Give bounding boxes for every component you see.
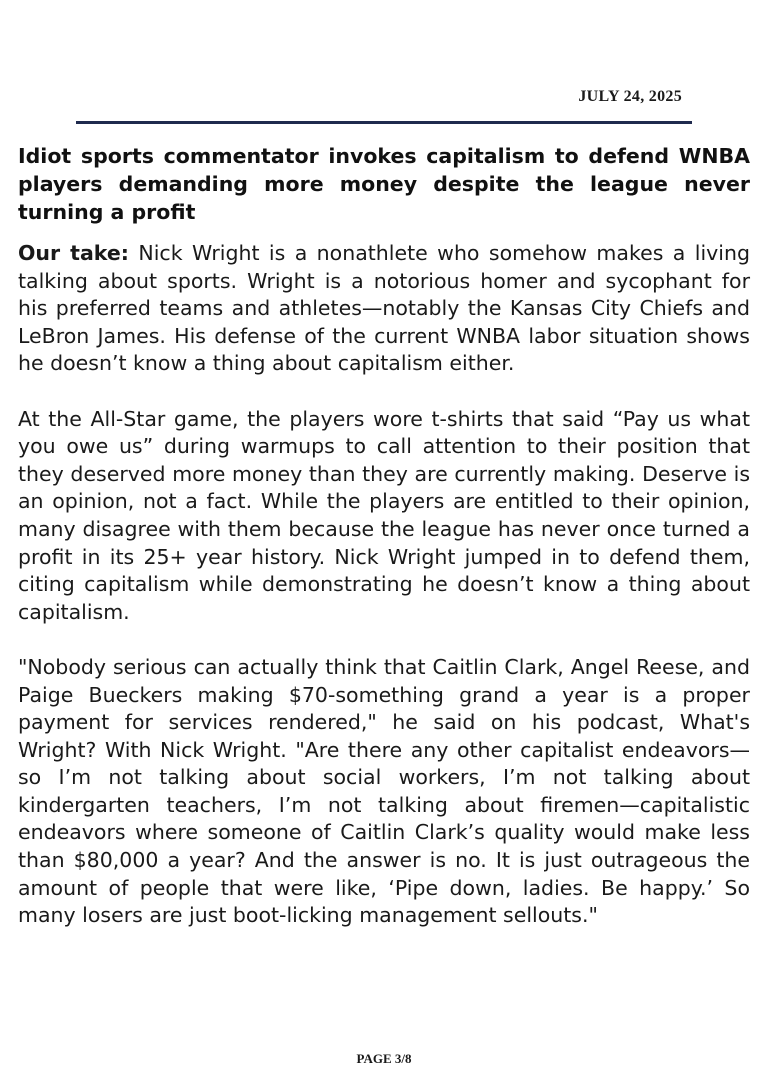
article-paragraph-2: At the All-Star game, the players wore t-shirts that said “Pay us what you owe us” during warmups to call attention to their position that they deserved more money than they are currently making. Deserve is an opinion, not a fact. While the players are entitled to their opinion, many disagree with them because the league has never once turned a profit in its 25+ year history. Nick Wright jumped in to defend them, citing capitalism while demonstrating he doesn’t know a thing about capitalism. xyxy=(18,406,750,624)
article-paragraph-1 xyxy=(18,240,750,378)
paragraph-1-text: Nick Wright is a nonathlete who somehow makes a living talking about sports. Wright is a notorious homer and sycophant for his preferred teams and athletes—notably the Kansas City Chiefs and LeBron James. His defense of the current WNBA labor situation shows he doesn’t know a thing about capitalism either. xyxy=(18,241,750,376)
header-divider xyxy=(76,121,692,124)
page-date: JULY 24, 2025 xyxy=(578,88,682,105)
article-body xyxy=(18,142,750,930)
our-take-label: Our take: xyxy=(18,241,129,265)
article-paragraph-3: "Nobody serious can actually think that Caitlin Clark, Angel Reese, and Paige Bueckers making $70-something grand a year is a proper payment for services rendered," he said on his podcast, What's Wright? With Nick Wright. "Are there any other capitalist endeavors—so I’m not talking about social workers, I’m not talking about kindergarten teachers, I’m not talking about firemen—capitalistic endeavors where someone of Caitlin Clark’s quality would make less than $80,000 a year? And the answer is no. It is just outrageous the amount of people that were like, ‘Pipe down, ladies. Be happy.’ So many losers are just boot-licking management sellouts." xyxy=(18,654,750,928)
article-headline: Idiot sports commentator invokes capitalism to defend WNBA players demanding more money despite the league never turning a profit xyxy=(18,144,750,224)
page-number: PAGE 3/8 xyxy=(356,1051,412,1066)
